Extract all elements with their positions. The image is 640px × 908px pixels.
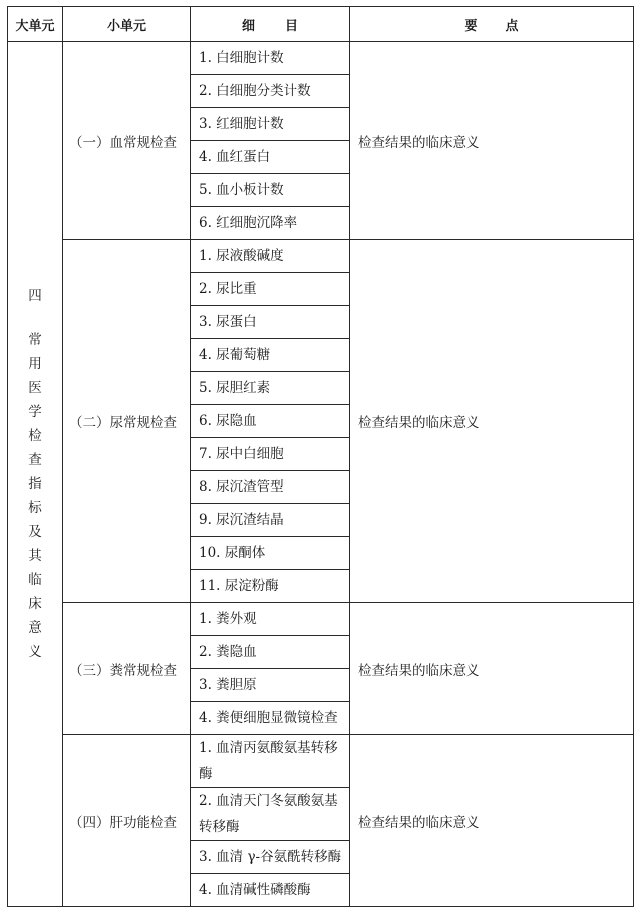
detail-item: 1. 粪外观 xyxy=(191,603,350,636)
detail-item: 2. 血清天门冬氨酸氨基转移酶 xyxy=(191,788,350,841)
detail-item: 2. 尿比重 xyxy=(191,273,350,306)
sub-unit-name: （三）粪常规检查 xyxy=(63,603,191,735)
table-row xyxy=(8,735,634,788)
key-point: 检查结果的临床意义 xyxy=(350,42,634,240)
header-detail: 细目 xyxy=(191,7,350,42)
detail-item: 3. 尿蛋白 xyxy=(191,306,350,339)
detail-item: 6. 尿隐血 xyxy=(191,405,350,438)
major-unit-cell xyxy=(8,42,63,907)
detail-item: 4. 尿葡萄糖 xyxy=(191,339,350,372)
detail-item: 5. 血小板计数 xyxy=(191,174,350,207)
table-row xyxy=(8,42,634,75)
header-point: 要点 xyxy=(350,7,634,42)
detail-item: 3. 粪胆原 xyxy=(191,669,350,702)
detail-item: 4. 粪便细胞显微镜检查 xyxy=(191,702,350,735)
detail-item: 8. 尿沉渣管型 xyxy=(191,471,350,504)
syllabus-table xyxy=(7,6,634,907)
detail-item: 10. 尿酮体 xyxy=(191,537,350,570)
sub-unit-name: （四）肝功能检查 xyxy=(63,735,191,907)
key-point: 检查结果的临床意义 xyxy=(350,603,634,735)
detail-item: 6. 红细胞沉降率 xyxy=(191,207,350,240)
detail-item: 9. 尿沉渣结晶 xyxy=(191,504,350,537)
detail-item: 3. 血清 γ-谷氨酰转移酶 xyxy=(191,841,350,874)
major-unit-title: 常用医学检查指标及其临床意义 xyxy=(28,332,42,660)
detail-item: 3. 红细胞计数 xyxy=(191,108,350,141)
detail-item: 1. 白细胞计数 xyxy=(191,42,350,75)
table-row xyxy=(8,240,634,273)
major-unit-number: 四 xyxy=(28,288,42,304)
header-major: 大单元 xyxy=(8,7,63,42)
header-row xyxy=(8,7,634,42)
detail-item: 2. 白细胞分类计数 xyxy=(191,75,350,108)
key-point: 检查结果的临床意义 xyxy=(350,735,634,907)
detail-item: 4. 血红蛋白 xyxy=(191,141,350,174)
detail-item: 7. 尿中白细胞 xyxy=(191,438,350,471)
detail-item: 2. 粪隐血 xyxy=(191,636,350,669)
detail-item: 11. 尿淀粉酶 xyxy=(191,570,350,603)
header-sub: 小单元 xyxy=(63,7,191,42)
table-row xyxy=(8,603,634,636)
detail-item: 5. 尿胆红素 xyxy=(191,372,350,405)
detail-item: 1. 血清丙氨酸氨基转移酶 xyxy=(191,735,350,788)
detail-item: 4. 血清碱性磷酸酶 xyxy=(191,874,350,907)
sub-unit-name: （二）尿常规检查 xyxy=(63,240,191,603)
key-point: 检查结果的临床意义 xyxy=(350,240,634,603)
detail-item: 1. 尿液酸碱度 xyxy=(191,240,350,273)
sub-unit-name: （一）血常规检查 xyxy=(63,42,191,240)
